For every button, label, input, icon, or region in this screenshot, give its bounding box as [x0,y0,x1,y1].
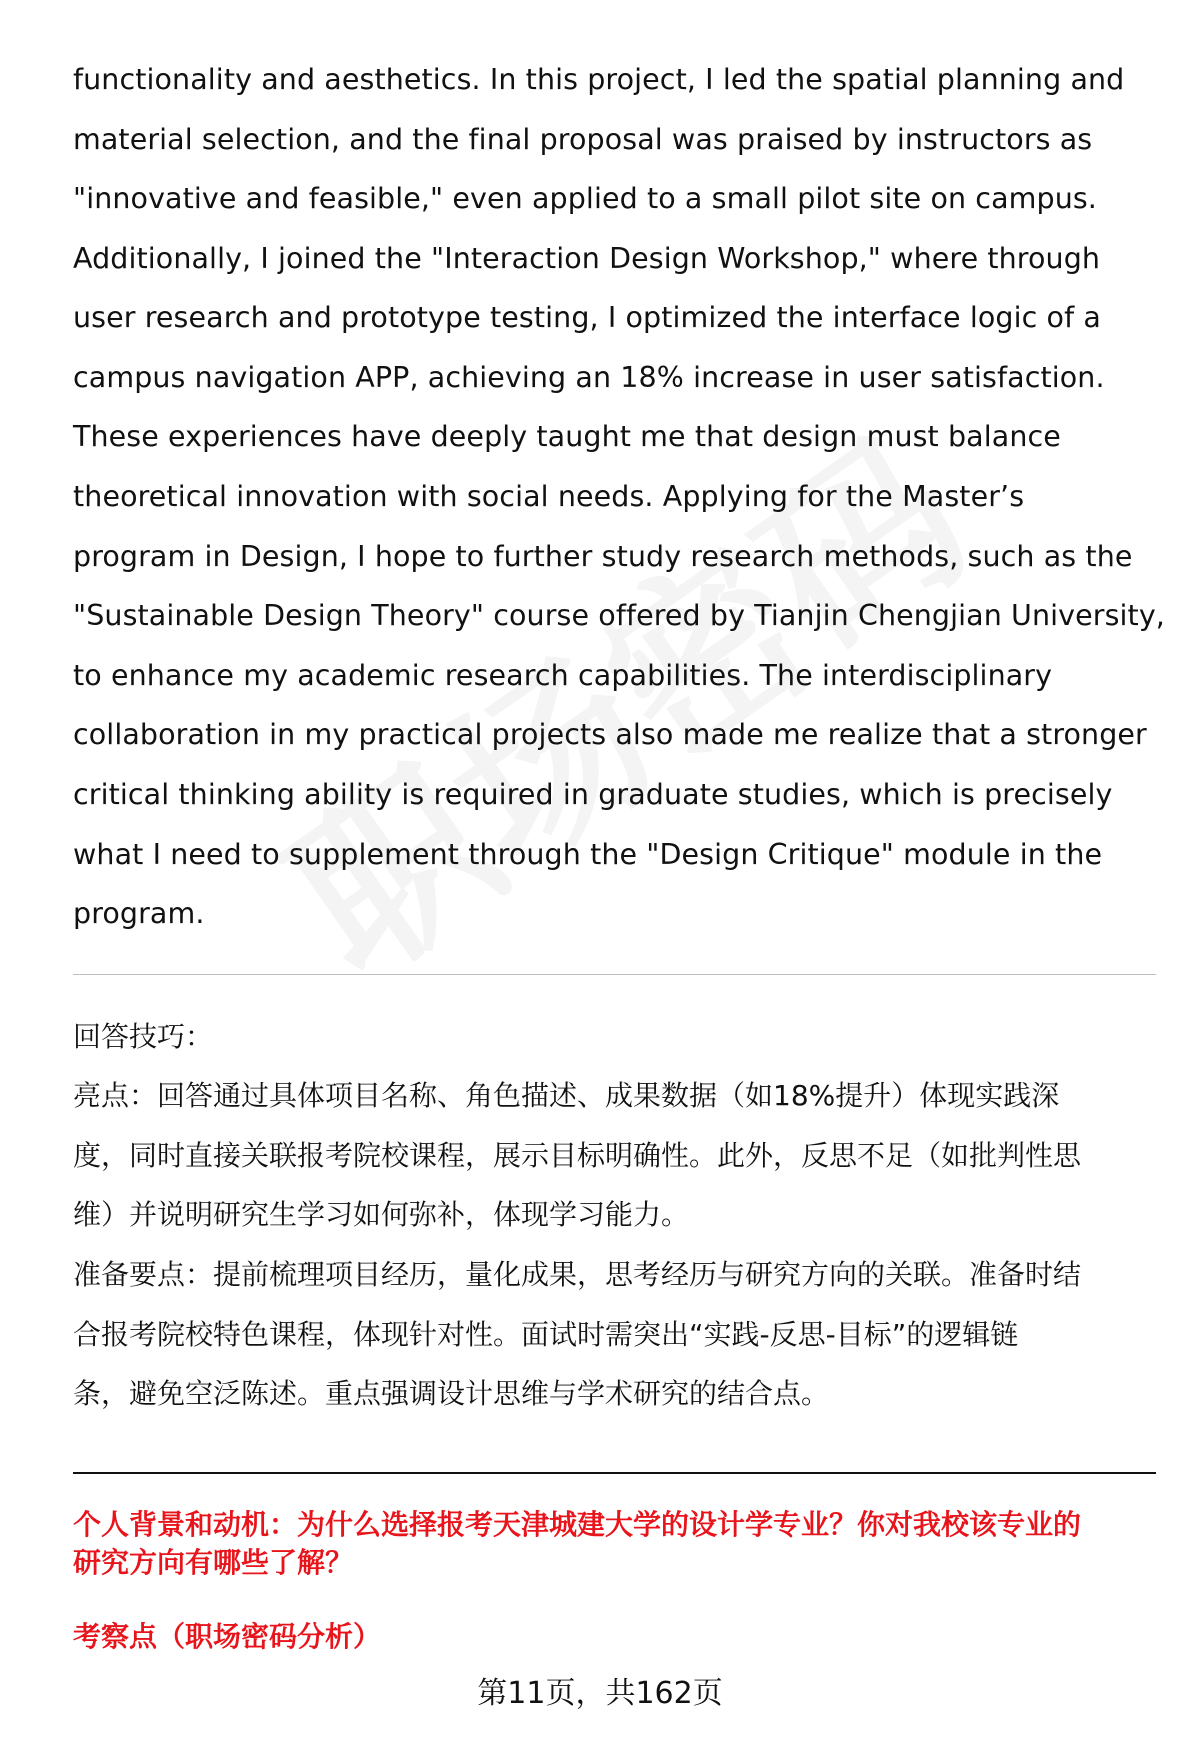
tips-line: 合报考院校特色课程，体现针对性。面试时需突出“实践-反思-目标”的逻辑链 [73,1318,1019,1351]
page-number: 第11页，共162页 [477,1676,723,1711]
question-heading: 研究方向有哪些了解？ [73,1546,354,1579]
paragraph-line: functionality and aesthetics. In this project, I led the spatial planning and [73,63,1125,96]
section-divider [73,1472,1156,1474]
paragraph-line: collaboration in my practical projects also made me realize that a stronger [73,718,1147,751]
paragraph-line: theoretical innovation with social needs. Applying for the Master’s [73,480,1025,513]
paragraph-line: what I need to supplement through the "Design Critique" module in the [73,838,1103,871]
paragraph-line: user research and prototype testing, I optimized the interface logic of a [73,301,1101,334]
paragraph-line: program. [73,897,205,930]
paragraph-line: These experiences have deeply taught me that design must balance [73,420,1061,453]
divider [73,974,1156,975]
paragraph-line: material selection, and the final proposal was praised by instructors as [73,123,1093,156]
question-heading: 个人背景和动机：为什么选择报考天津城建大学的设计学专业？你对我校该专业的 [73,1508,1082,1541]
watermark [230,367,1009,1027]
tips-title: 回答技巧： [73,1020,214,1053]
paragraph-line: program in Design, I hope to further study research methods, such as the [73,540,1133,573]
paragraph-line: Additionally, I joined the "Interaction Design Workshop," where through [73,242,1101,275]
paragraph-line: campus navigation APP, achieving an 18% increase in user satisfaction. [73,361,1105,394]
tips-line: 度，同时直接关联报考院校课程，展示目标明确性。此外，反思不足（如批判性思 [73,1139,1082,1172]
paragraph-line: "Sustainable Design Theory" course offered by Tianjin Chengjian University, [73,599,1165,632]
paragraph-line: to enhance my academic research capabilities. The interdisciplinary [73,659,1053,692]
tips-line: 准备要点：提前梳理项目经历，量化成果，思考经历与研究方向的关联。准备时结 [73,1258,1082,1291]
paragraph-line: "innovative and feasible," even applied to a small pilot site on campus. [73,182,1097,215]
question-subheading: 考察点（职场密码分析） [73,1620,382,1653]
tips-line: 维）并说明研究生学习如何弥补，体现学习能力。 [73,1198,690,1231]
tips-line: 条，避免空泛陈述。重点强调设计思维与学术研究的结合点。 [73,1377,830,1410]
paragraph-line: critical thinking ability is required in graduate studies, which is precisely [73,778,1113,811]
tips-line: 亮点：回答通过具体项目名称、角色描述、成果数据（如18%提升）体现实践深 [73,1079,1060,1112]
